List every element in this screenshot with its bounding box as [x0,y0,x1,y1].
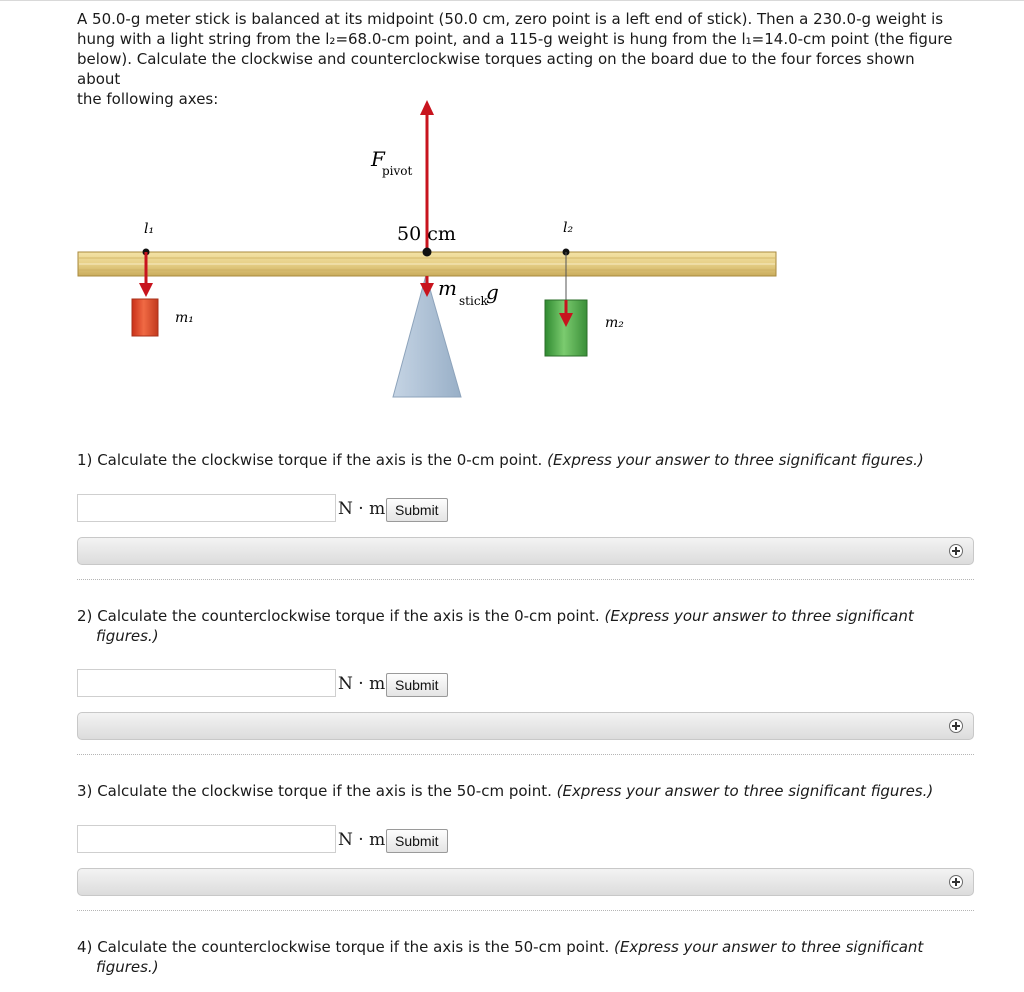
l1-label: l₁ [144,221,155,237]
submit-button-3[interactable]: Submit [386,829,448,853]
problem-intro: A 50.0-g meter stick is balanced at its midpoint (50.0 cm, zero point is a left end of stick). Then a 230.0-g weight is hung with a light string from the l₂=68.0-cm point, and a 115-g weight is hung from the l₁=14.0-cm point (the figure below). Calculate the clockwise and counterclockwise torques acting on the board due to the four forces shown about the following axes: [77,10,953,108]
f-pivot-subscript: pivot [382,164,413,178]
m2-label: m₂ [605,315,624,331]
mstick-g: g [486,280,499,304]
question-4: 4) Calculate the counterclockwise torque if the axis is the 50-cm point. (Express your answer to three significant figures.) [77,938,924,976]
midpoint-dot [423,248,432,257]
unit-label-1: N · m [338,499,386,519]
question-3: 3) Calculate the clockwise torque if the axis is the 50-cm point. (Express your answer to three significant figures.) [77,782,934,800]
answer-input-3[interactable] [77,825,336,853]
m1-label: m₁ [175,310,194,326]
svg-text:stick [459,294,489,308]
submit-button-2[interactable]: Submit [386,673,448,697]
l2-label: l₂ [563,220,574,236]
svg-text:pivot [382,164,413,178]
answer-input-2[interactable] [77,669,336,697]
f-pivot-label: F [371,147,385,171]
mass-m1 [132,299,158,336]
unit-label-3: N · m [338,830,386,850]
question-1: 1) Calculate the clockwise torque if the axis is the 0-cm point. (Express your answer to three significant figures.) [77,451,924,469]
mstick-g-label: m [438,276,457,300]
expand-plus-icon[interactable] [949,875,963,889]
hint-bar-2[interactable] [77,712,974,740]
divider-1 [77,579,974,580]
answer-input-1[interactable] [77,494,336,522]
unit-label-2: N · m [338,674,386,694]
hint-bar-3[interactable] [77,868,974,896]
mstick-subscript: stick [459,294,488,308]
divider-3 [77,910,974,911]
submit-button-1[interactable]: Submit [386,498,448,522]
svg-text:g [486,280,499,304]
question-2: 2) Calculate the counterclockwise torque if the axis is the 0-cm point. (Express your answer to three significant figures.) [77,607,914,645]
hint-bar-1[interactable] [77,537,974,565]
physics-figure [75,95,785,405]
midpoint-label: 50 cm [397,223,456,245]
expand-plus-icon[interactable] [949,544,963,558]
expand-plus-icon[interactable] [949,719,963,733]
top-divider [0,0,1024,1]
divider-2 [77,754,974,755]
